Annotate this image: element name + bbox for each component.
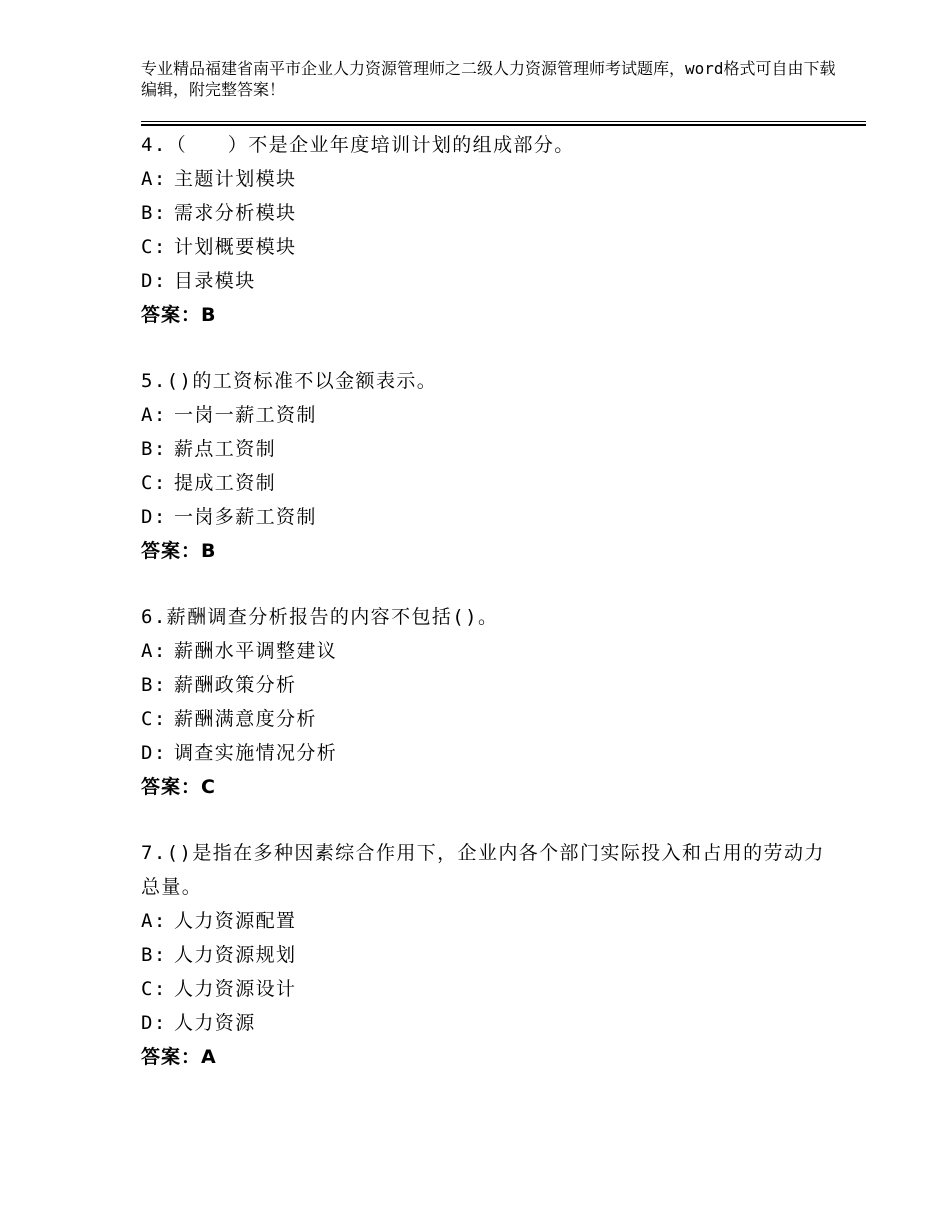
option-letter: B: — [141, 202, 167, 224]
option-d — [141, 736, 841, 770]
option-text: 一岗一薪工资制 — [174, 404, 317, 426]
option-text: 一岗多薪工资制 — [174, 506, 317, 528]
option-letter: D: — [141, 742, 167, 764]
option-d — [141, 1006, 841, 1040]
question-stem: 7.()是指在多种因素综合作用下，企业内各个部门实际投入和占用的劳动力总量。 — [141, 842, 825, 898]
question-6 — [141, 600, 841, 804]
option-d — [141, 264, 841, 298]
option-text: 计划概要模块 — [174, 236, 297, 258]
option-text: 薪酬政策分析 — [174, 674, 297, 696]
option-a — [141, 634, 841, 668]
answer-line: 答案：B — [141, 304, 217, 326]
option-text: 目录模块 — [174, 270, 256, 292]
option-letter: C: — [141, 708, 167, 730]
question-4 — [141, 128, 841, 332]
option-letter: C: — [141, 978, 167, 1000]
option-letter: A: — [141, 168, 167, 190]
question-stem: 4.（ ）不是企业年度培训计划的组成部分。 — [141, 134, 575, 156]
option-text: 主题计划模块 — [174, 168, 297, 190]
option-text: 人力资源规划 — [174, 944, 297, 966]
option-letter: B: — [141, 438, 167, 460]
question-stem: 6.薪酬调查分析报告的内容不包括()。 — [141, 606, 499, 628]
option-letter: B: — [141, 944, 167, 966]
option-b — [141, 668, 841, 702]
option-b — [141, 432, 841, 466]
header-divider — [141, 121, 866, 122]
option-text: 人力资源配置 — [174, 910, 297, 932]
option-letter: D: — [141, 270, 167, 292]
question-stem: 5.()的工资标准不以金额表示。 — [141, 370, 438, 392]
option-letter: D: — [141, 1012, 167, 1034]
answer-line: 答案：B — [141, 540, 217, 562]
option-letter: C: — [141, 472, 167, 494]
option-text: 薪点工资制 — [174, 438, 277, 460]
option-text: 需求分析模块 — [174, 202, 297, 224]
option-text: 薪酬满意度分析 — [174, 708, 317, 730]
option-d — [141, 500, 841, 534]
option-a — [141, 904, 841, 938]
option-letter: A: — [141, 640, 167, 662]
option-b — [141, 938, 841, 972]
option-letter: B: — [141, 674, 167, 696]
option-letter: A: — [141, 404, 167, 426]
answer-line: 答案：A — [141, 1046, 217, 1068]
option-text: 人力资源 — [174, 1012, 256, 1034]
option-c — [141, 230, 841, 264]
option-text: 人力资源设计 — [174, 978, 297, 1000]
option-text: 调查实施情况分析 — [174, 742, 338, 764]
question-list — [141, 128, 841, 1106]
option-c — [141, 972, 841, 1006]
option-text: 薪酬水平调整建议 — [174, 640, 338, 662]
answer-line: 答案：C — [141, 776, 216, 798]
option-a — [141, 162, 841, 196]
option-b — [141, 196, 841, 230]
option-text: 提成工资制 — [174, 472, 277, 494]
option-letter: C: — [141, 236, 167, 258]
option-a — [141, 398, 841, 432]
document-header: 专业精品福建省南平市企业人力资源管理师之二级人力资源管理师考试题库，word格式可自由下载编辑，附完整答案！ — [141, 59, 836, 99]
question-7 — [141, 836, 841, 1074]
option-c — [141, 466, 841, 500]
option-c — [141, 702, 841, 736]
question-5 — [141, 364, 841, 568]
option-letter: A: — [141, 910, 167, 932]
option-letter: D: — [141, 506, 167, 528]
